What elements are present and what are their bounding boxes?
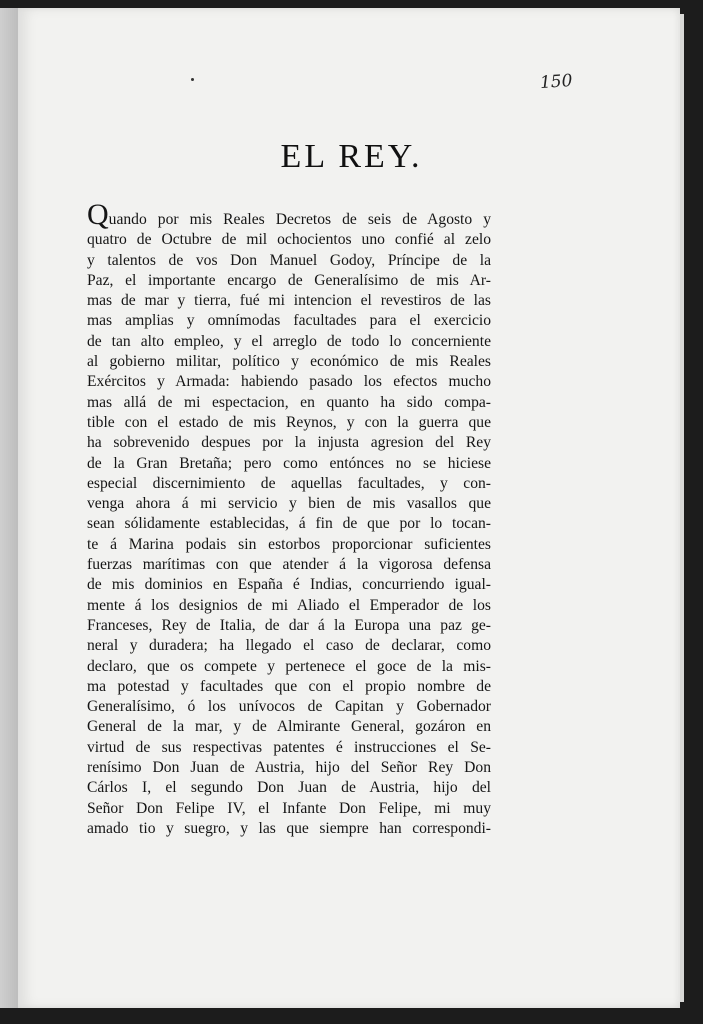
text-line: declaro, que os compete y pertenece el goce de la mis- [87, 657, 491, 675]
text-line: amado tio y suegro, y las que siempre han correspondi- [87, 819, 491, 837]
text-line: virtud de sus respectivas patentes é instrucciones el Se- [87, 738, 491, 756]
ink-dot [191, 78, 194, 81]
text-line: Generalísimo, ó los unívocos de Capitan y Gobernador [87, 698, 491, 716]
text-line: General de la mar, y de Almirante General, gozáron en [87, 718, 491, 736]
text-line: Franceses, Rey de Italia, de dar á la Europa una paz ge- [87, 616, 491, 634]
text-line: Cárlos I, el segundo Don Juan de Austria, hijo del [87, 779, 491, 797]
text-line: ha sobrevenido despues por la injusta agresion del Rey [87, 434, 491, 452]
text-line: Paz, el importante encargo de Generalísimo de mis Ar- [87, 271, 491, 289]
text-line: mas allá de mi espectacion, en quanto ha sido compa- [87, 393, 491, 411]
text-line: renísimo Don Juan de Austria, hijo del Señor Rey Don [87, 759, 491, 777]
text-line: y talentos de vos Don Manuel Godoy, Príncipe de la [87, 251, 491, 269]
text-line: sean sólidamente establecidas, á fin de que por lo tocan- [87, 515, 491, 533]
text-line: Exércitos y Armada: habiendo pasado los efectos mucho [87, 373, 491, 391]
text-line: mas de mar y tierra, fué mi intencion el revestiros de las [87, 292, 491, 310]
page-title: EL REY. [280, 138, 423, 175]
page-number: 150 [539, 70, 574, 94]
text-line: Señor Don Felipe IV, el Infante Don Felipe, mi muy [87, 799, 491, 817]
text-line: mas amplias y omnímodas facultades para el exercicio [87, 312, 491, 330]
text-line: venga ahora á mi servicio y bien de mis vasallos que [87, 495, 491, 513]
text-line: al gobierno militar, político y económico de mis Reales [87, 353, 491, 371]
body-text [87, 198, 491, 839]
text-line: de tan alto empleo, y el arreglo de todo lo concerniente [87, 332, 491, 350]
text-line: mente á los designios de mi Aliado el Emperador de los [87, 596, 491, 614]
text-line: de mis dominios en España é Indias, concurriendo igual- [87, 576, 491, 594]
text-line: tible con el estado de mis Reynos, y con la guerra que [87, 413, 491, 431]
text-line: especial discernimiento de aquellas facultades, y con- [87, 474, 491, 492]
text-line: de la Gran Bretaña; pero como entónces no se hiciese [87, 454, 491, 472]
drop-cap: Q [87, 198, 109, 231]
text-line: quatro de Octubre de mil ochocientos uno confié al zelo [87, 231, 491, 249]
text-line: neral y duradera; ha llegado el caso de declarar, como [87, 637, 491, 655]
text-line: ma potestad y facultades que con el propio nombre de [87, 677, 491, 695]
text-line: te á Marina podais sin estorbos proporcionar suficientes [87, 535, 491, 553]
text-line: Quando por mis Reales Decretos de seis de Agosto y [87, 198, 491, 231]
text-line: fuerzas marítimas con que atender á la vigorosa defensa [87, 556, 491, 574]
